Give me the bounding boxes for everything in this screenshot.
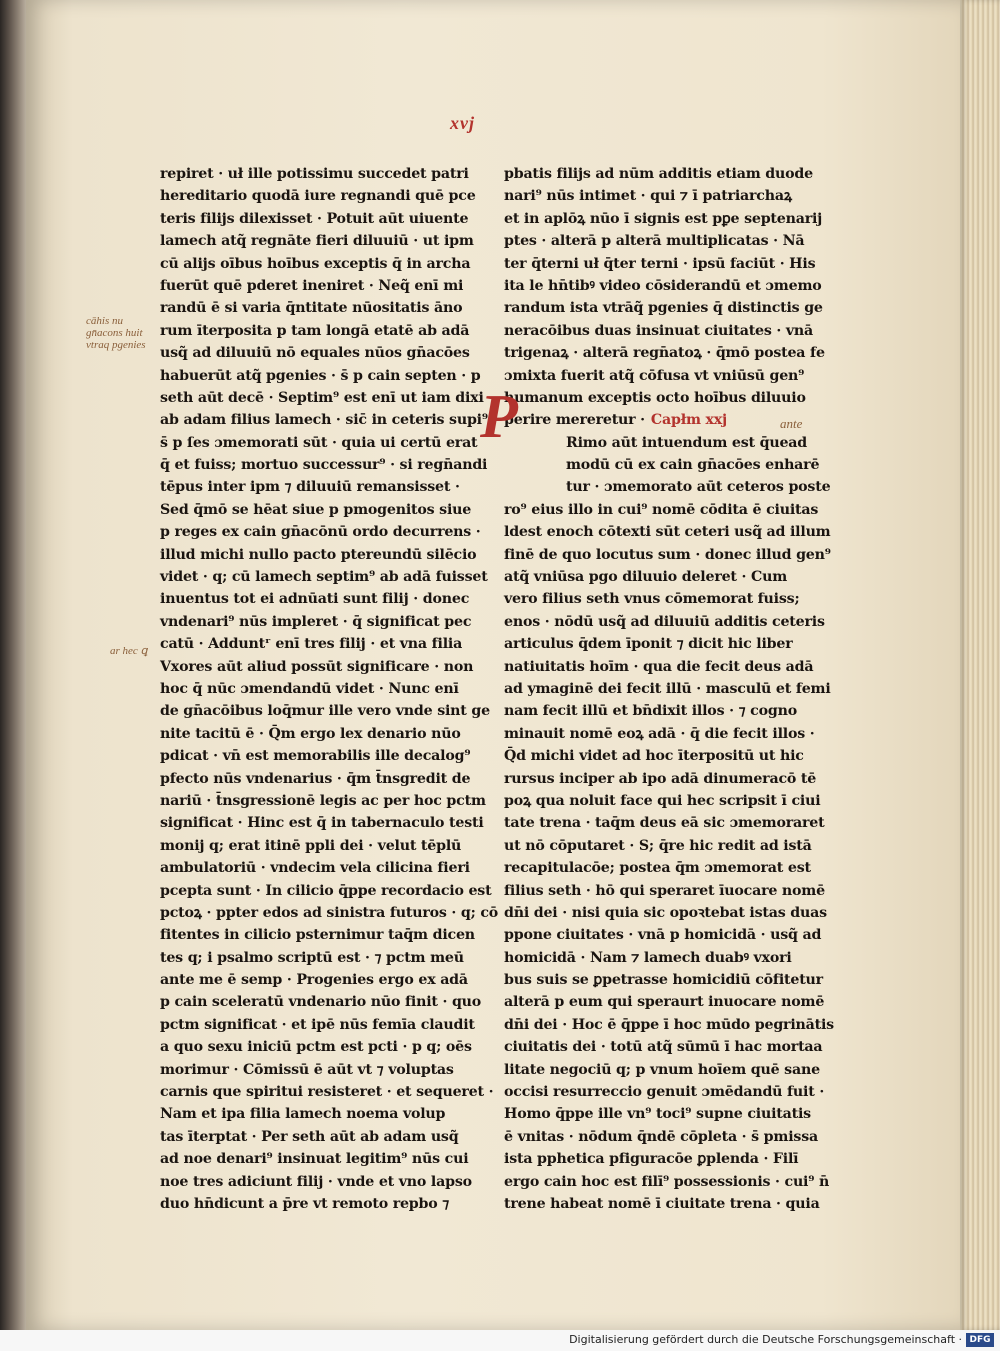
- text-line: significat · Hinc est q̄ in tabernaculo testi: [160, 815, 484, 832]
- text-line: catū · Adduntʳ enī tres filij · et vna filia: [160, 636, 463, 653]
- text-line: trigenaꝝ · alterā regn̄atoꝝ · q̄mō postea fe: [504, 345, 825, 362]
- text-line: perire mereretur · Capłm xxj: [504, 412, 727, 429]
- text-line: tas īterptat · Per seth aūt ab adam usq̃: [160, 1128, 459, 1145]
- text-line: homicidā · Nam ⁊ lamech duabꝰ vxori: [504, 949, 792, 966]
- text-line: occisi resurreccio genuit ɔmēdandū fuit ·: [504, 1084, 825, 1101]
- text-line: ro⁹ eius illo in cui⁹ nomē cōdita ē ciuitas: [504, 501, 819, 518]
- text-line: Rimo aūt intuendum est q̄uead: [566, 434, 807, 451]
- text-line: Q̄d michi videt ad hoc īterpositū ut hic: [504, 748, 804, 765]
- text-line: morimur · Cōmissū ē aūt vt ⁊ voluptas: [160, 1061, 454, 1078]
- text-line: tate trena · taq̄m deus eā sic ɔmemoraret: [504, 815, 825, 832]
- text-line: nariū · t̄nsgressionē legis ac per hoc pctm: [160, 792, 486, 809]
- text-line: lamech atq̃ regnāte fieri diluuiū · ut ipm: [160, 233, 474, 250]
- text-line: videt · q; cū lamech septim⁹ ab adā fuisset: [160, 569, 488, 586]
- text-line: ita le hn̄tibꝰ video cōsiderandū et ɔmemo: [504, 277, 822, 294]
- text-line: ē vnitas · nōdum q̄ndē cōpleta · s̄ pmissa: [504, 1128, 818, 1145]
- text-line: p cain sceleratū vndenario nūo finit · quo: [160, 994, 482, 1011]
- text-line: vero filius seth vnus cōmemorat fuiss;: [504, 591, 800, 608]
- drop-initial: P: [480, 383, 518, 451]
- text-line: nari⁹ nūs intimet · qui ⁊ ī patriarchaꝝ: [504, 188, 792, 205]
- text-line: p reges ex cain gn̄acōnū ordo decurrens ·: [160, 524, 481, 541]
- text-line: ppone ciuitates · vnā p homicidā · usq̃ ad: [504, 927, 822, 944]
- text-line: pcepta sunt · In cilicio q̄ppe recordacio est: [160, 882, 492, 899]
- text-line: ptes · alterā p alterā multiplicatas · Nā: [504, 233, 805, 250]
- text-line: atq̃ vniūsa pgo diluuio deleret · Cum: [504, 569, 788, 586]
- text-line: tes q; i psalmo scriptū est · ⁊ pctm meū: [160, 949, 464, 966]
- text-line: monij q; erat itinē ppli dei · velut tēplū: [160, 837, 462, 854]
- text-line: Nam et ipa filia lamech noema volup: [160, 1106, 446, 1123]
- text-line: vndenari⁹ nūs impleret · q̄ significat pec: [160, 613, 472, 630]
- text-line: bus suis se ꝑpetrasse homicidiū cōfitetur: [504, 972, 823, 989]
- text-line: ad ymaginē dei fecit illū · masculū et femi: [504, 680, 831, 697]
- text-line: ɔmixta fuerit atq̃ cōfusa vt vniūsū gen⁹: [504, 367, 805, 384]
- footer-credit: Digitalisierung gefördert durch die Deutsche Forschungsgemeinschaft ·: [569, 1333, 962, 1346]
- text-line: seth aūt decē · Septim⁹ est enī ut iam dixi: [160, 389, 484, 406]
- marginal-note-left-lower: ar hec ꝗ: [110, 645, 148, 657]
- text-line: ciuitatis dei · totū atq̃ sūmū ī hac mortaa: [504, 1039, 823, 1056]
- dfg-logo: DFG: [966, 1333, 994, 1347]
- text-line: dn̄i dei · nisi quia sic opoꝛtebat istas duas: [504, 904, 827, 921]
- text-line: natiuitatis hoīm · qua die fecit deus adā: [504, 658, 814, 675]
- left-text-column: [160, 163, 499, 1215]
- text-line: rum īterposita p tam longā etatē ab adā: [160, 322, 470, 339]
- text-line: cū alijs oībus hoībus exceptis q̄ in archa: [160, 255, 471, 272]
- text-line: ambulatoriū · vndecim vela cilicina fieri: [160, 860, 470, 877]
- text-line: pfecto nūs vndenarius · q̄m t̄nsgredit de: [160, 770, 471, 787]
- text-line: finē de quo locutus sum · donec illud gen⁹: [504, 546, 831, 563]
- text-line: Homo q̄ppe ille vn⁹ toci⁹ supne ciuitatis: [504, 1106, 811, 1123]
- text-line: poꝝ qua noluit face qui hec scripsit ī ciui: [504, 792, 821, 809]
- text-line: Sed q̄mō se hēat siue p pmogenitos siue: [160, 501, 472, 518]
- text-line: repiret · uł ille potissimu succedet patri: [160, 166, 469, 182]
- text-line: recapitulacōe; postea q̄m ɔmemorat est: [504, 860, 811, 877]
- text-line: q̄ et fuiss; mortuo successur⁹ · si regn̄andi: [160, 457, 488, 474]
- text-line: fitentes in cilicio psternimur taq̄m dicen: [160, 927, 475, 944]
- text-line: fuerūt quē pderet ineniret · Neq̃ enī mi: [160, 277, 464, 294]
- text-line: usq̃ ad diluuiū nō equales nūos gn̄acōes: [160, 345, 470, 362]
- text-line: humanum exceptis octo hoībus diluuio: [504, 389, 806, 406]
- text-line: ldest enoch cōtexti sūt ceteri usq̃ ad illum: [504, 524, 831, 541]
- text-line: nite tacitū ē · Q̄m ergo lex denario nūo: [160, 725, 461, 742]
- text-line: minauit nomē eoꝝ adā · q̄ die fecit illos ·: [504, 725, 815, 742]
- text-line: nam fecit illū et bn̄dixit illos · ⁊ cogno: [504, 703, 797, 720]
- text-line: litate negociū q; p vnum hoīem quē sane: [504, 1061, 820, 1078]
- page-edges: [960, 0, 1000, 1330]
- text-line: carnis que spiritui resisteret · et sequeret ·: [160, 1084, 494, 1101]
- text-line: ista pphetica pfiguracōe ꝑplenda · Filī: [504, 1151, 799, 1168]
- chapter-heading: Capłm xxj: [650, 412, 727, 429]
- footer-bar: [0, 1330, 1000, 1351]
- text-line: tēpus inter ipm ⁊ diluuiū remansisset ·: [160, 479, 460, 496]
- text-line: pbatis filijs ad nūm additis etiam duode: [504, 166, 813, 182]
- text-line: tur · ɔmemorato aūt ceteros poste: [566, 479, 831, 496]
- text-line: ad noe denari⁹ insinuat legitim⁹ nūs cui: [160, 1151, 469, 1168]
- text-line: de gn̄acōibus loq̄mur ille vero vnde sint ge: [160, 703, 490, 720]
- text-line: hereditario quodā iure regnandi quē pce: [160, 188, 476, 205]
- text-line: neracōibus duas insinuat ciuitates · vnā: [504, 322, 814, 339]
- text-line: ter q̄terni uł q̄ter terni · ipsū faciūt · His: [504, 255, 816, 272]
- text-line: a quo sexu iniciū pctm est pcti · p q; oēs: [160, 1039, 472, 1056]
- text-line: habuerūt atq̃ pgenies · s̄ p cain septen · p: [160, 367, 481, 384]
- text-line: modū cū ex cain gn̄acōes enharē: [566, 457, 820, 474]
- text-line: ergo cain hoc est filī⁹ possessionis · cui⁹ n̄: [504, 1173, 830, 1190]
- text-line: ante me ē semp · Progenies ergo ex adā: [160, 972, 468, 989]
- text-line: filius seth · hō qui speraret īuocare nomē: [504, 882, 825, 899]
- text-line: pctm significat · et ipē nūs femīa claudit: [160, 1016, 475, 1033]
- text-line: pctoꝝ · ppter edos ad sinistra futuros · q; cō: [160, 904, 499, 921]
- text-line: duo hn̄dicunt a p̄re vt remoto repbo ⁊: [160, 1195, 450, 1212]
- text-line: illud michi nullo pacto ptereundū silēcio: [160, 546, 477, 563]
- text-line: ab adam filius lamech · sic̄ in ceteris supi⁹: [160, 412, 488, 429]
- text-line: randū ē si varia q̄ntitate nūositatis āno: [160, 300, 463, 317]
- text-line: dn̄i dei · Hoc ē q̄ppe ī hoc mūdo pegrinātis: [504, 1016, 834, 1033]
- text-line: noe tres adiciunt filij · vnde et vno lapso: [160, 1173, 472, 1190]
- text-line: randum ista vtrāq̃ pgenies q̄ distinctis ge: [504, 300, 823, 317]
- text-line: s̄ p ſes ɔmemorati sūt · quia ui certū erat: [160, 434, 478, 451]
- text-line: alterā p eum qui speraurt inuocare nomē: [504, 994, 825, 1011]
- text-line: inuentus tot ei adnūati sunt filij · donec: [160, 591, 470, 608]
- text-line: pdicat · vn̄ est memorabilis ille decalog⁹: [160, 748, 471, 765]
- text-line: ut nō cōputaret · S; q̄re hic redit ad istā: [504, 837, 812, 854]
- text-line: trene habeat nomē ī ciuitate trena · quia: [504, 1195, 820, 1212]
- marginal-note-left-upper: cāhis nu gn̄acons huit vtraq pgenies: [86, 315, 146, 351]
- text-line: teris filijs dilexisset · Potuit aūt uiuente: [160, 210, 469, 227]
- text-line: articulus q̄dem īponit ⁊ dicit hic liber: [504, 636, 793, 653]
- text-line: rursus inciper ab ipo adā dinumeracō tē: [504, 770, 817, 787]
- text-line: Vxores aūt aliud possūt significare · non: [160, 658, 474, 675]
- text-line: enos · nōdū usq̃ ad diluuiū additis ceteris: [504, 613, 825, 630]
- marginal-note-right: ante: [780, 416, 803, 431]
- text-line: et in aplōꝝ nūo ī signis est pꝑe septenarij: [504, 210, 823, 227]
- folio-number: xvj: [450, 113, 475, 133]
- text-line: hoc q̄ nūc ɔmendandū videt · Nunc enī: [160, 680, 459, 697]
